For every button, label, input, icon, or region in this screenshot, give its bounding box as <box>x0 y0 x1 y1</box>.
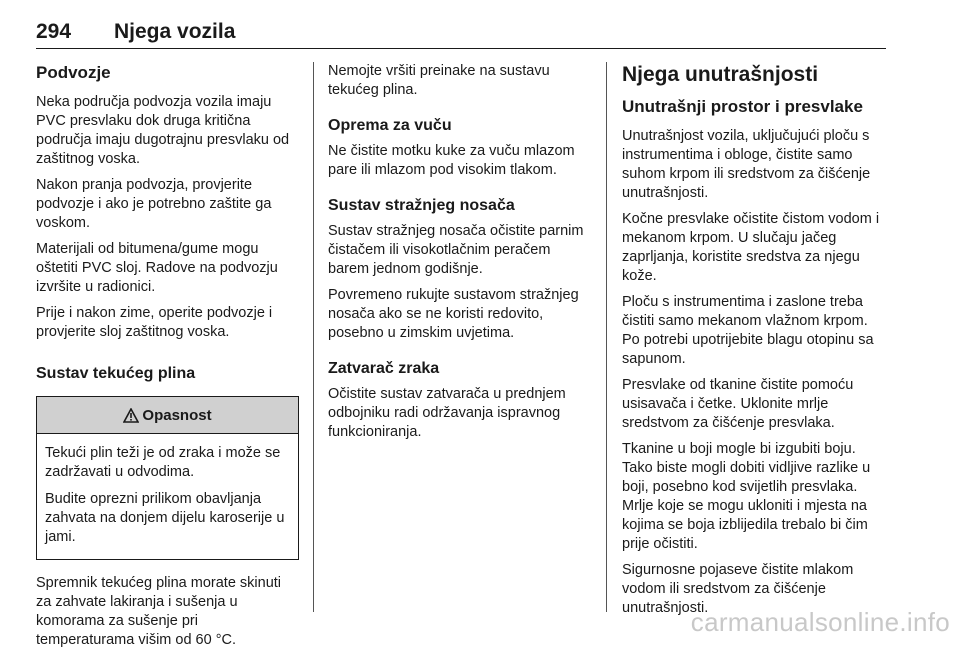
chapter-heading-interior: Njega unutrašnjosti <box>622 63 819 86</box>
paragraph: Spremnik tekućeg plina morate skinuti za zahvate lakiranja i sušenja u komorama za sušenje pri temperaturama višim od 60 °C. <box>36 575 282 648</box>
paragraph: Očistite sustav zatvarača u prednjem odbojniku radi održavanja ispravnog funkcioniranja. <box>328 386 566 440</box>
paragraph: Neka područja podvozja vozila imaju PVC presvlaku dok druga kritična područja imaju dugotrajnu presvlaku od zaštitnog voska. <box>36 94 290 167</box>
paragraph: Presvlake od tkanine čistite pomoću usisavača i četke. Uklonite mrlje sredstvom za čišćenje presvlaka. <box>622 377 854 431</box>
section-heading-rear-carrier: Sustav stražnjeg nosača <box>328 197 515 214</box>
column-1 <box>36 62 299 657</box>
section-heading-interior-upholstery: Unutrašnji prostor i presvlake <box>622 97 863 116</box>
paragraph: Ploču s instrumentima i zaslone treba čistiti samo mekanom vlažnom krpom. Po potrebi upotrijebite blagu otopinu sa sapunom. <box>622 294 874 367</box>
paragraph: Prije i nakon zime, operite podvozje i provjerite sloj zaštitnog voska. <box>36 305 273 340</box>
warning-header <box>37 397 298 434</box>
column-divider-2 <box>606 62 607 612</box>
paragraph: Unutrašnjost vozila, uključujući ploču s instrumentima i obloge, čistite samo suhom krpom ili sredstvom za čišćenje unutrašnjosti. <box>622 128 871 201</box>
paragraph: Tkanine u boji mogle bi izgubiti boju. Tako biste mogli dobiti vidljive razlike u boji, posebno kod svijetlih presvlaka. Mrlje koje se mogu ukloniti i mjesta na kojima se boja izblijedila trebalo bi čim prije očistiti. <box>622 441 871 552</box>
paragraph: Nemojte vršiti preinake na sustavu tekućeg plina. <box>328 63 550 98</box>
column-3 <box>622 62 888 625</box>
paragraph: Nakon pranja podvozja, provjerite podvozje i ako je potrebno zaštite ga voskom. <box>36 177 272 231</box>
paragraph: Sustav stražnjeg nosača očistite parnim čistačem ili visokotlačnim peračem barem jednom godišnje. <box>328 223 584 277</box>
paragraph: Kočne presvlake očistite čistom vodom i mekanom krpom. U slučaju jačeg zaprljanja, koristite sredstva za njegu kože. <box>622 211 880 284</box>
paragraph: Ne čistite motku kuke za vuču mlazom pare ili mlazom pod visokim tlakom. <box>328 143 575 178</box>
paragraph: Materijali od bitumena/gume mogu oštetiti PVC sloj. Radove na podvozju izvršite u radionici. <box>36 241 278 295</box>
warning-title: Opasnost <box>142 406 212 424</box>
paragraph: Sigurnosne pojaseve čistite mlakom vodom ili sredstvom za čišćenje unutrašnjosti. <box>622 562 854 616</box>
section-heading-podvozje: Podvozje <box>36 63 111 82</box>
chapter-title: Njega vozila <box>114 20 236 43</box>
warning-triangle-icon <box>123 408 139 423</box>
paragraph: Povremeno rukujte sustavom stražnjeg nosača ako se ne koristi redovito, posebno u zimskim uvjetima. <box>328 287 579 341</box>
page-number: 294 <box>36 20 72 43</box>
section-heading-air-shutter: Zatvarač zraka <box>328 360 440 377</box>
column-divider-1 <box>313 62 314 612</box>
warning-box <box>36 396 299 560</box>
section-heading-towing: Oprema za vuču <box>328 117 452 134</box>
column-2 <box>328 62 594 449</box>
section-heading-lpg: Sustav tekućeg plina <box>36 365 196 382</box>
watermark-link[interactable]: carmanualsonline.info <box>690 607 950 637</box>
warning-paragraph: Budite oprezni prilikom obavljanja zahvata na donjem dijelu karoserije u jami. <box>45 491 285 545</box>
page-header <box>36 14 886 49</box>
warning-paragraph: Tekući plin teži je od zraka i može se zadržavati u odvodima. <box>45 445 281 480</box>
warning-body <box>37 434 298 559</box>
